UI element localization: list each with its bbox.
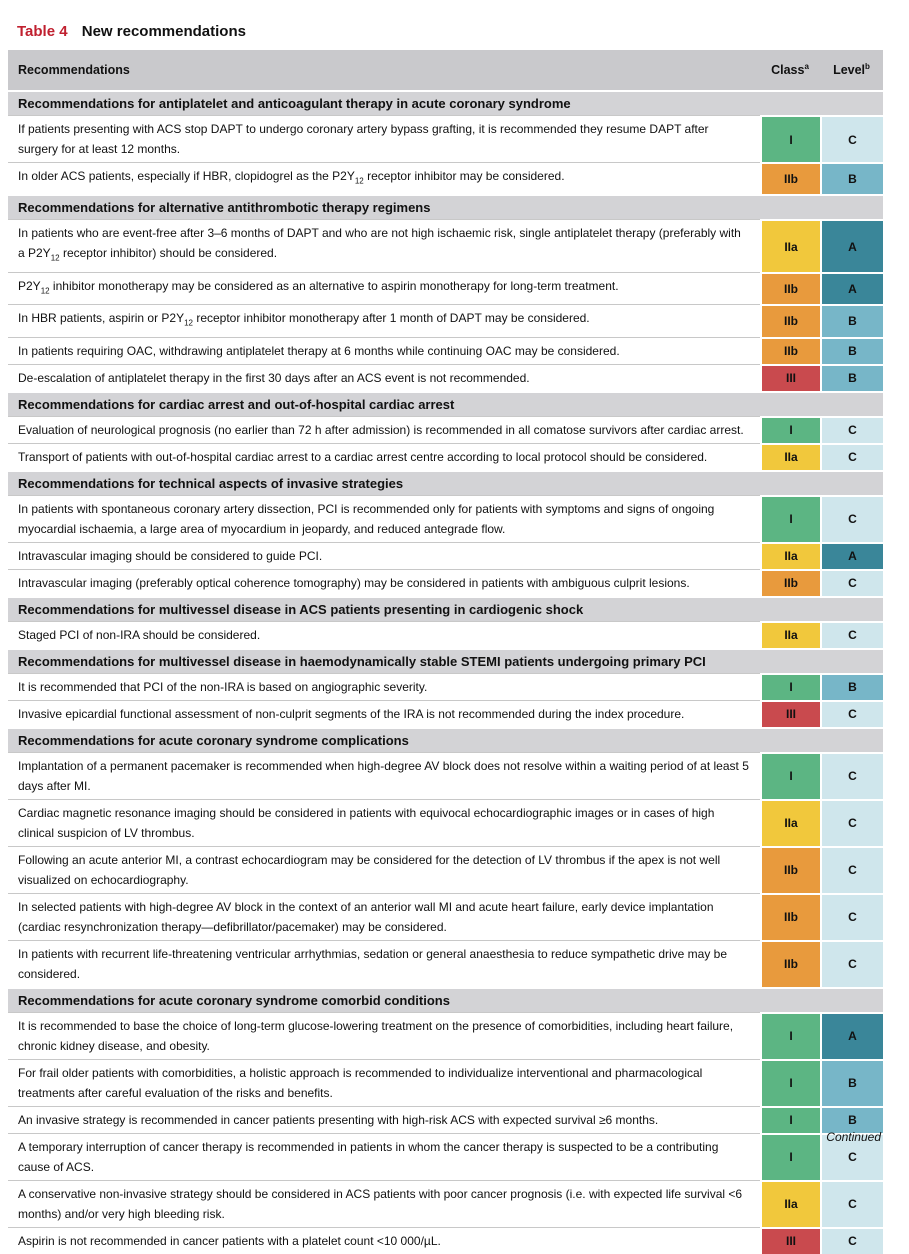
continued-note: Continued	[826, 1130, 881, 1144]
recommendation-text: An invasive strategy is recommended in cancer patients presenting with high-risk ACS with expected survival ≥6 months.	[8, 1106, 760, 1133]
table-row	[8, 304, 883, 336]
class-badge: I	[760, 1106, 820, 1133]
table-row	[8, 162, 883, 194]
level-badge: A	[820, 1012, 883, 1059]
level-badge: A	[820, 219, 883, 271]
level-badge: C	[820, 799, 883, 846]
class-badge: I	[760, 673, 820, 700]
level-badge: C	[820, 621, 883, 648]
recommendation-text: In older ACS patients, especially if HBR, clopidogrel as the $P2Y_{12}$ receptor inhibitor may be considered.	[8, 162, 760, 194]
table-row	[8, 1133, 883, 1180]
table-row	[8, 272, 883, 304]
class-badge: I	[760, 1012, 820, 1059]
section-header-row	[8, 391, 883, 416]
table-row	[8, 364, 883, 391]
class-badge: IIb	[760, 569, 820, 596]
recommendation-text: Evaluation of neurological prognosis (no earlier than 72 h after admission) is recommended in all comatose survivors after cardiac arrest.	[8, 416, 760, 443]
section-header-row	[8, 90, 883, 115]
header-class: Class$^a$	[760, 50, 820, 90]
recommendation-text: $P2Y_{12}$ inhibitor monotherapy may be considered as an alternative to aspirin monotherapy for long-term treatment.	[8, 272, 760, 304]
class-badge: IIb	[760, 162, 820, 194]
table-row	[8, 893, 883, 940]
level-badge: C	[820, 1133, 883, 1180]
table-row	[8, 1180, 883, 1227]
class-badge: IIa	[760, 443, 820, 470]
level-badge: C	[820, 115, 883, 162]
recommendation-text: In patients requiring OAC, withdrawing antiplatelet therapy at 6 months while continuing OAC may be considered.	[8, 337, 760, 364]
class-badge: IIb	[760, 272, 820, 304]
class-badge: IIb	[760, 304, 820, 336]
table-row	[8, 1106, 883, 1133]
level-badge: C	[820, 893, 883, 940]
table-row	[8, 219, 883, 271]
recommendation-text: A conservative non-invasive strategy should be considered in ACS patients with poor cancer prognosis (i.e. with expected life survival <6 months) and/or very high bleeding risk.	[8, 1180, 760, 1227]
level-badge: C	[820, 1227, 883, 1254]
table-row	[8, 542, 883, 569]
class-badge: IIb	[760, 846, 820, 893]
table-row	[8, 940, 883, 987]
table-row	[8, 752, 883, 799]
level-badge: C	[820, 940, 883, 987]
level-badge: A	[820, 542, 883, 569]
recommendation-text: Following an acute anterior MI, a contrast echocardiogram may be considered for the detection of LV thrombus if the apex is not well visualized on echocardiography.	[8, 846, 760, 893]
class-badge: IIa	[760, 621, 820, 648]
level-badge: C	[820, 1180, 883, 1227]
section-title: Recommendations for multivessel disease in haemodynamically stable STEMI patients undergoing primary PCI	[8, 648, 883, 673]
section-title: Recommendations for technical aspects of invasive strategies	[8, 470, 883, 495]
level-badge: B	[820, 304, 883, 336]
section-header-row	[8, 648, 883, 673]
recommendation-text: In HBR patients, aspirin or $P2Y_{12}$ receptor inhibitor monotherapy after 1 month of DAPT may be considered.	[8, 304, 760, 336]
recommendation-text: If patients presenting with ACS stop DAPT to undergo coronary artery bypass grafting, it is recommended they resume DAPT after surgery for at least 12 months.	[8, 115, 760, 162]
table-header-row	[8, 50, 883, 90]
section-header-row	[8, 987, 883, 1012]
recommendation-text: Intravascular imaging (preferably optical coherence tomography) may be considered in patients with ambiguous culprit lesions.	[8, 569, 760, 596]
recommendations-table	[8, 50, 883, 1254]
section-title: Recommendations for multivessel disease in ACS patients presenting in cardiogenic shock	[8, 596, 883, 621]
table-title: New recommendations	[81, 23, 246, 40]
level-badge: C	[820, 846, 883, 893]
table-caption	[17, 23, 246, 40]
table-row	[8, 621, 883, 648]
level-badge: C	[820, 700, 883, 727]
level-badge: B	[820, 162, 883, 194]
recommendation-text: Intravascular imaging should be considered to guide PCI.	[8, 542, 760, 569]
recommendation-text: In selected patients with high-degree AV block in the context of an anterior wall MI and acute heart failure, early device implantation (cardiac resynchronization therapy—defibrillator/pacemaker) may be considered.	[8, 893, 760, 940]
class-badge: IIb	[760, 337, 820, 364]
recommendation-text: In patients with spontaneous coronary artery dissection, PCI is recommended only for patients with symptoms and signs of ongoing myocardial ischaemia, a large area of myocardium in jeopardy, and reduced antegrade flow.	[8, 495, 760, 542]
level-badge: C	[820, 416, 883, 443]
recommendation-text: In patients who are event-free after 3–6 months of DAPT and who are not high ischaemic risk, single antiplatelet therapy (preferably with a $P2Y_{12}$ receptor inhibitor) should be considered.	[8, 219, 760, 271]
class-badge: IIa	[760, 542, 820, 569]
class-badge: III	[760, 364, 820, 391]
level-badge: C	[820, 443, 883, 470]
section-title: Recommendations for antiplatelet and anticoagulant therapy in acute coronary syndrome	[8, 90, 883, 115]
class-badge: I	[760, 495, 820, 542]
class-badge: IIb	[760, 893, 820, 940]
section-title: Recommendations for acute coronary syndrome complications	[8, 727, 883, 752]
class-badge: IIa	[760, 1180, 820, 1227]
class-badge: I	[760, 1059, 820, 1106]
class-badge: I	[760, 115, 820, 162]
table-row	[8, 569, 883, 596]
recommendation-text: Implantation of a permanent pacemaker is recommended when high-degree AV block does not resolve within a waiting period of at least 5 days after MI.	[8, 752, 760, 799]
class-badge: IIa	[760, 219, 820, 271]
class-badge: IIb	[760, 940, 820, 987]
section-header-row	[8, 194, 883, 219]
recommendation-text: Transport of patients with out-of-hospital cardiac arrest to a cardiac arrest centre according to local protocol should be considered.	[8, 443, 760, 470]
class-badge: III	[760, 700, 820, 727]
level-badge: B	[820, 364, 883, 391]
level-badge: B	[820, 1059, 883, 1106]
table-row	[8, 495, 883, 542]
table-row	[8, 1059, 883, 1106]
level-badge: B	[820, 673, 883, 700]
table-row	[8, 337, 883, 364]
section-header-row	[8, 727, 883, 752]
level-badge: C	[820, 569, 883, 596]
section-title: Recommendations for acute coronary syndrome comorbid conditions	[8, 987, 883, 1012]
recommendation-text: De-escalation of antiplatelet therapy in the first 30 days after an ACS event is not recommended.	[8, 364, 760, 391]
class-badge: III	[760, 1227, 820, 1254]
table-row	[8, 673, 883, 700]
recommendation-text: It is recommended to base the choice of long-term glucose-lowering treatment on the presence of comorbidities, including heart failure, chronic kidney disease, and obesity.	[8, 1012, 760, 1059]
recommendation-text: Aspirin is not recommended in cancer patients with a platelet count <10 000/µL.	[8, 1227, 760, 1254]
level-badge: B	[820, 337, 883, 364]
table-row	[8, 799, 883, 846]
recommendation-text: Staged PCI of non-IRA should be considered.	[8, 621, 760, 648]
table-row	[8, 443, 883, 470]
class-badge: I	[760, 1133, 820, 1180]
class-badge: I	[760, 752, 820, 799]
section-title: Recommendations for cardiac arrest and out-of-hospital cardiac arrest	[8, 391, 883, 416]
recommendation-text: In patients with recurrent life-threatening ventricular arrhythmias, sedation or general anaesthesia to reduce sympathetic drive may be considered.	[8, 940, 760, 987]
level-badge: A	[820, 272, 883, 304]
table-row	[8, 416, 883, 443]
table-row	[8, 115, 883, 162]
level-badge: C	[820, 752, 883, 799]
class-badge: I	[760, 416, 820, 443]
level-badge: B	[820, 1106, 883, 1133]
section-header-row	[8, 470, 883, 495]
header-recommendations: Recommendations	[8, 50, 760, 90]
recommendation-text: Cardiac magnetic resonance imaging should be considered in patients with equivocal echocardiographic images or in cases of high clinical suspicion of LV thrombus.	[8, 799, 760, 846]
class-badge: IIa	[760, 799, 820, 846]
recommendation-text: A temporary interruption of cancer therapy is recommended in patients in whom the cancer therapy is suspected to be a contributing cause of ACS.	[8, 1133, 760, 1180]
section-header-row	[8, 596, 883, 621]
level-badge: C	[820, 495, 883, 542]
table-row	[8, 1227, 883, 1254]
table-row	[8, 846, 883, 893]
recommendation-text: Invasive epicardial functional assessment of non-culprit segments of the IRA is not recommended during the index procedure.	[8, 700, 760, 727]
table-row	[8, 1012, 883, 1059]
header-level: Level$^b$	[820, 50, 883, 90]
recommendation-text: For frail older patients with comorbidities, a holistic approach is recommended to individualize interventional and pharmacological treatments after careful evaluation of the risks and benefits.	[8, 1059, 760, 1106]
table-number: Table 4	[17, 23, 68, 40]
table-row	[8, 700, 883, 727]
section-title: Recommendations for alternative antithrombotic therapy regimens	[8, 194, 883, 219]
recommendation-text: It is recommended that PCI of the non-IRA is based on angiographic severity.	[8, 673, 760, 700]
table-body	[8, 90, 883, 1254]
